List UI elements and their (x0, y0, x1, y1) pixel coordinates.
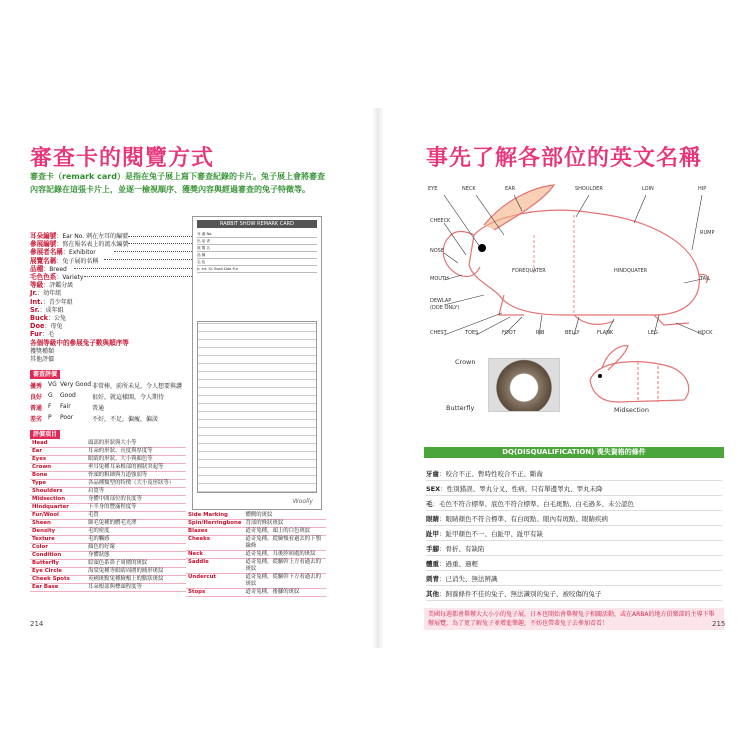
label-term: Doe (30, 322, 45, 331)
dq-value: ：性別錯誤、睪丸分叉、性病、只有單邊睪丸、睪丸未降 (440, 485, 603, 493)
gloss-desc: 毛質 (86, 512, 186, 520)
dq-value: ：眼睛顏色不符合標準、有白斑點、眼內有斑點、眼睛疾病 (439, 515, 608, 523)
gloss-term: Condition (30, 552, 86, 560)
gloss-row (186, 528, 326, 536)
gloss-term: Crown (30, 464, 86, 472)
leader-line (74, 268, 192, 269)
grade-prefix: 差劣 (30, 416, 43, 423)
left-page-title: 審查卡的閱覽方式 (30, 146, 215, 171)
gloss-term: Side Marking (186, 512, 243, 520)
gloss-row (186, 551, 326, 559)
gloss-row (30, 488, 186, 496)
gloss-desc: 道奇兔種，從驅幹上方看過去的斑紋 (243, 559, 326, 574)
gloss-desc: 肩寬等 (86, 488, 186, 496)
gloss-desc: 海棠兔種等眼睛周圍的圓形斑紋 (86, 568, 186, 576)
remark-card-row: 品 種 (197, 252, 317, 259)
gloss-desc: 體側的斑紋 (243, 512, 326, 520)
grade-prefix: 普通 (30, 405, 43, 412)
gloss-row (30, 480, 186, 488)
gloss-term: Head (30, 440, 86, 448)
gloss-desc: 細毛兔種的體毛光澤 (86, 520, 186, 528)
right-page-title: 事先了解各部位的英文名稱 (426, 146, 703, 171)
gloss-table-left (30, 440, 186, 592)
rabbit-part-label: SHOULDER (575, 186, 603, 192)
woolly-logo: Woolly (292, 498, 313, 505)
rabbit-eye-icon (478, 244, 486, 252)
label-term: 展覽名稱 (30, 256, 57, 265)
dq-key: 手腳 (426, 545, 439, 553)
rabbit-part-label: FLANK (597, 330, 614, 336)
rabbit-part-label: MOUTH (430, 276, 449, 282)
remark-card-illustration (192, 216, 322, 510)
label-term: 耳朵編號 (30, 232, 57, 240)
label-term: 參展者名稱 (30, 248, 63, 257)
rabbit-parts-diagram (414, 175, 724, 350)
gloss-term: Sheen (30, 520, 86, 528)
label-desc: ：Variety (56, 274, 84, 281)
label-desc: ：幼年組 (37, 290, 62, 298)
rabbit-part-label: TAIL (700, 276, 711, 282)
rabbit-part-label: RIB (536, 330, 545, 336)
gloss-desc: 道奇兔種，從臉頰看過去的下顎線條 (243, 536, 326, 551)
label-desc: ：兔子展的名稱 (56, 257, 99, 265)
dq-key: 趾甲 (426, 530, 439, 538)
gloss-term: Neck (186, 551, 243, 559)
gloss-term: Blazes (186, 528, 243, 536)
dq-title-bar: DQ(DISQUALIFICATION) 喪失資格的條件 (424, 447, 724, 458)
gloss-row (30, 512, 186, 520)
remark-card-grid (197, 321, 317, 493)
label-term: Fur (30, 330, 43, 339)
rabbit-part-label: BELLY (565, 330, 580, 336)
label-desc: ：毛 (42, 331, 55, 339)
leader-line (104, 259, 192, 260)
label-term: Buck (30, 314, 49, 322)
dq-value: ：骨折、有缺陷 (439, 545, 485, 553)
dq-key: 刺青 (426, 575, 439, 583)
gloss-desc: 身體狀態 (86, 552, 186, 560)
gloss-desc: 道奇兔種，後腳的斑紋 (243, 589, 326, 597)
gloss-term: Stops (186, 589, 243, 597)
label-desc: ：Ear No. 刺在左耳的編號 (56, 233, 129, 240)
gloss-term: Ear (30, 448, 86, 456)
gloss-desc: 各品種類型的特徵（大小及形狀等） (86, 480, 186, 488)
grade-en: Very Good (60, 381, 92, 388)
rabbit-part-label: LOIN (642, 186, 654, 192)
dq-row (426, 543, 722, 556)
dq-value: ：毛色不符合標準、底色不符合標準、白毛斑點、白毛過多、未公認色 (432, 500, 634, 508)
photo-label: Midsection (614, 406, 649, 414)
page-number-left: 214 (30, 620, 44, 628)
dq-value: ：過重、過輕 (439, 560, 478, 568)
rabbit-part-label: HINDQUATER (614, 268, 648, 274)
gloss-desc: 毛的觸感 (86, 536, 186, 544)
card-field-label (30, 355, 54, 364)
grade-en: Good (60, 392, 76, 399)
dq-row (426, 588, 722, 601)
gloss-row (30, 584, 186, 592)
book-gutter (372, 108, 384, 648)
gloss-row (186, 536, 326, 551)
dq-value: ：趾甲顏色不一、白趾甲、趾甲有缺 (439, 530, 543, 538)
gloss-row (30, 496, 186, 504)
gloss-term: Type (30, 480, 86, 488)
gloss-row (30, 544, 186, 552)
leader-line (114, 251, 192, 252)
gloss-desc: 眼睛的形狀、大小與顏色等 (86, 456, 186, 464)
remark-card-row: 展 覽 名 (197, 245, 317, 252)
remark-card-row: 耳 番 No. (197, 231, 317, 238)
rabbit-part-label: CHEECK (430, 218, 451, 224)
gloss-term: Saddle (186, 559, 243, 574)
grade-en: Fair (60, 403, 71, 410)
dq-value: ：咬合不正、暫時性咬合不正、斷齒 (439, 470, 543, 478)
gloss-desc: 垂耳兔種耳朵根部的圓狀突起等 (86, 464, 186, 472)
grade-abbr: P (48, 414, 52, 421)
gloss-row (30, 576, 186, 584)
grade-zh: 不好，不足，偏瘦，偏淡 (92, 416, 159, 423)
rabbit-part-label: (DOE ONLY) (430, 305, 460, 311)
gloss-term: Fur/Wool (30, 512, 86, 520)
label-term: 品種 (30, 264, 44, 273)
gloss-row (30, 520, 186, 528)
photo-label: Butterfly (446, 404, 475, 412)
intro-line-2: 內容記錄在這張卡片上，並逐一檢視順序、獲獎內容與經過審查的兔子特徵等。 (30, 185, 310, 194)
dq-value: ：飼養條件不佳的兔子、無法識別的兔子、被咬傷的兔子 (439, 590, 602, 598)
gloss-term: Density (30, 528, 86, 536)
gloss-desc: 骨頭的粗細與力道強弱等 (86, 472, 186, 480)
leader-line (128, 243, 192, 244)
remark-card-row: 出 品 者 (197, 238, 317, 245)
rabbit-part-label: LEG (648, 330, 658, 336)
grade-zh: 普通 (92, 405, 105, 412)
grade-abbr: F (48, 403, 52, 410)
grade-abbr: G (48, 392, 53, 399)
gloss-row (30, 504, 186, 512)
rabbit-side-sketch (578, 340, 698, 412)
grade-en: Poor (60, 414, 74, 421)
gloss-term: Bone (30, 472, 86, 480)
grade-section-heading: 審查評價 (30, 370, 60, 379)
grade-zh: 非常棒，前所未見，令人想要與讚 (92, 383, 183, 390)
gloss-term: Color (30, 544, 86, 552)
remark-card-header: RABBIT SHOW REMARK CARD (197, 220, 317, 228)
gloss-term: Spin/Herringbone (188, 520, 242, 526)
remark-card-row: 毛 色 (197, 259, 317, 266)
dq-row (426, 498, 722, 511)
rabbit-part-label: CHEST (430, 330, 447, 336)
gloss-row (186, 512, 326, 520)
gloss-term: Cheek Spots (30, 576, 86, 584)
gloss-row (30, 552, 186, 560)
dq-row (426, 468, 722, 481)
label-term: 參展編號 (30, 240, 57, 249)
gloss-row (30, 472, 186, 480)
gloss-term: Eyes (30, 456, 86, 464)
label-desc: 獲獎種類 (30, 347, 55, 355)
gloss-desc: 道奇兔種，從驅幹下方看過去的斑紋 (243, 574, 326, 589)
rabbit-part-label: HOCK (698, 330, 713, 336)
label-term: 毛色色系 (30, 273, 57, 281)
leader-line (128, 236, 192, 237)
label-desc: ：公兔 (48, 315, 67, 322)
note-box: 美國每週都會舉辦大大小小的兔子展，日本也開始會舉辦兔子相關活動，或在ARBA的地方俱樂部的主導下舉辦展覽，為了更了解兔子並增進樂趣，不妨也帶著兔子去參加看看！ (424, 608, 724, 630)
gloss-desc: 道奇兔種，耳後脖頸處的斑紋 (243, 551, 326, 559)
gloss-row (30, 528, 186, 536)
dq-row (426, 573, 722, 586)
grade-prefix: 優秀 (30, 383, 43, 390)
gloss-term: Shoulders (30, 488, 86, 496)
gloss-row (30, 536, 186, 544)
gloss-desc: 耳朵根部與標頭程度等 (86, 584, 186, 592)
gloss-term: Hindquarter (30, 504, 86, 512)
rabbit-part-label: NOSE (430, 248, 445, 254)
rabbit-part-label: DEWLAP (430, 298, 452, 304)
rabbit-part-label: HIP (698, 186, 707, 192)
label-desc: ：寫在報名表上的流水編號 (56, 241, 129, 249)
page-number-right: 215 (712, 620, 726, 628)
gloss-row (30, 560, 186, 568)
rabbit-part-label: EYE (428, 186, 438, 192)
gloss-desc: 顏色的好壞 (86, 544, 186, 552)
gloss-row (186, 559, 326, 574)
leader-line (84, 276, 192, 277)
gloss-desc: 英國斑點兔種臉頰上的點狀斑紋 (86, 576, 186, 584)
gloss-desc: 道奇兔種，頭上的白色斑紋 (243, 528, 326, 536)
label-desc: ：成年組 (39, 306, 64, 314)
label-desc: ：Exhibitor (62, 249, 96, 257)
gloss-row (30, 456, 186, 464)
gloss-desc: 背部的條狀斑紋 (243, 520, 326, 528)
grade-prefix: 良好 (30, 394, 43, 401)
gloss-row (186, 574, 326, 589)
gloss-desc: 毛的密度 (86, 528, 186, 536)
label-desc: ：青少年組 (42, 298, 73, 306)
gloss-term: Eye Circle (30, 568, 86, 576)
dq-key: 牙齒 (426, 470, 439, 478)
gloss-term: Ear Base (30, 584, 86, 592)
label-desc: ：評鑑分級 (43, 282, 74, 290)
gloss-table-right (186, 512, 326, 597)
gloss-term: Midsection (30, 496, 86, 504)
remark-card-rows (193, 231, 321, 273)
dq-key: 其他 (426, 590, 439, 598)
dq-row (426, 513, 722, 526)
gloss-desc: 下半身的豐滿程度等 (86, 504, 186, 512)
gloss-desc: 耳朵的形狀、長度與厚度等 (86, 448, 186, 456)
grade-abbr: VG (48, 381, 57, 388)
label-term: Sr. (30, 305, 40, 314)
dq-value: ：已消失、無法辨識 (439, 575, 498, 583)
label-desc: ：母兔 (44, 323, 63, 331)
rabbit-part-label: RUMP (700, 230, 715, 236)
gloss-section-heading: 評價項目 (30, 430, 60, 439)
dq-row (426, 558, 722, 571)
gloss-row (186, 589, 326, 597)
gloss-term: Butterfly (30, 560, 86, 568)
rabbit-part-label: EAR (505, 186, 516, 192)
label-desc: 其他評價 (30, 356, 55, 363)
gloss-desc: 頭部的形狀與大小等 (86, 440, 186, 448)
rabbit-part-label: TOES (465, 330, 479, 336)
gloss-row (30, 464, 186, 472)
label-desc: ：Breed (43, 265, 67, 273)
dq-key: 眼睛 (426, 515, 439, 523)
dq-key: 體重 (426, 560, 439, 568)
gloss-term: Cheeks (186, 536, 243, 551)
label-term: Int. (30, 297, 43, 306)
dq-row (426, 483, 722, 496)
gloss-desc: 綜頭色系鼻子周圍的斑紋 (86, 560, 186, 568)
gloss-row (186, 520, 326, 528)
label-term: 等級 (30, 281, 44, 290)
grade-zh: 很好，就這樣開，令人期待 (92, 394, 165, 401)
photo-label: Crown (455, 358, 476, 366)
dq-row (426, 528, 722, 541)
rabbit-photo (488, 358, 560, 412)
rabbit-part-label: FOOT (502, 330, 516, 336)
label-term: Jr. (30, 289, 38, 298)
remark-card-row: Jr. Int. Sr. Buck Doe Fur (197, 266, 317, 273)
intro-line-1: 審查卡（remark card）是指在兔子展上寫下審查紀錄的卡片。兔子展上會將審查 (30, 172, 325, 181)
gloss-term: Texture (30, 536, 86, 544)
gloss-term: Undercut (186, 574, 243, 589)
label-term: 各個等級中的參展兔子數與順序等 (30, 338, 129, 347)
gloss-row (30, 448, 186, 456)
gloss-row (30, 440, 186, 448)
rabbit-part-label: NECK (462, 186, 476, 192)
gloss-desc: 身體中間部位的長度等 (86, 496, 186, 504)
dq-key: SEX (426, 485, 441, 493)
intro-text (30, 170, 360, 196)
dq-key: 毛 (426, 500, 433, 508)
gloss-row (30, 568, 186, 576)
rabbit-part-label: FOREQUATER (512, 268, 546, 274)
